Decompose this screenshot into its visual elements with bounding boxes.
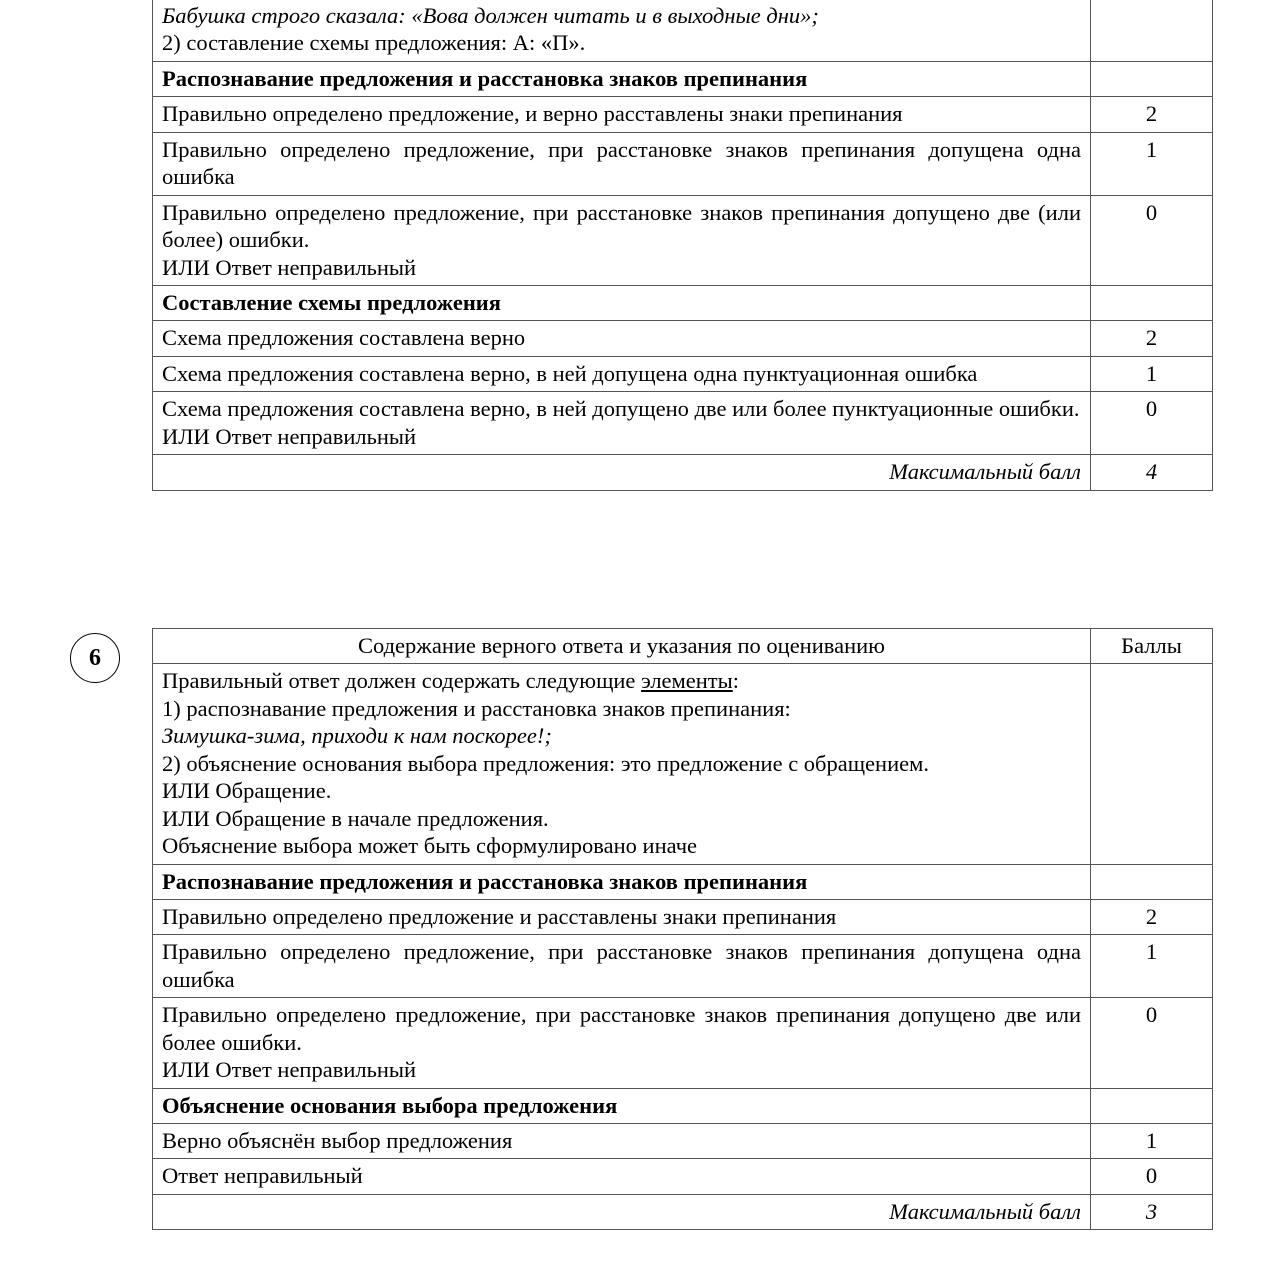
criteria-score [1091,1088,1213,1123]
criteria-description [153,195,1091,285]
text-line: Объяснение основания выбора предложения [162,1092,618,1118]
criteria-row [153,356,1213,391]
criteria-row [153,195,1213,285]
criteria-description [153,998,1091,1088]
criteria-score: 0 [1091,195,1213,285]
text-line: Правильно определено предложение, при расстановке знаков препинания допущено две (или более) ошибки. [162,199,1081,253]
criteria-score: 1 [1091,935,1213,998]
text-line: Схема предложения составлена верно, в ней допущена одна пунктуационная ошибка [162,360,978,386]
text-line: ИЛИ Обращение в начале предложения. [162,805,549,831]
criteria-description [153,1159,1091,1194]
criteria-row [153,1159,1213,1194]
criteria-description [153,0,1091,61]
criteria-row [153,664,1213,864]
criteria-score [1091,664,1213,864]
underlined-term: элементы [641,668,733,694]
criteria-row [153,132,1213,195]
header-content-column: Содержание верного ответа и указания по оцениванию [153,629,1091,664]
text-line: Верно объяснён выбор предложения [162,1128,513,1153]
text-line: ИЛИ Ответ неправильный [162,254,417,280]
criteria-description [153,97,1091,132]
text-line: Бабушка строго сказала: «Вова должен читать и в выходные дни»; [162,3,819,28]
criteria-score: 1 [1091,132,1213,195]
criteria-row [153,998,1213,1088]
max-score-value: 4 [1091,455,1213,490]
text-line: ИЛИ Обращение. [162,778,332,804]
criteria-table-question-6-head [153,629,1213,664]
section-heading-row [153,1088,1213,1123]
criteria-score: 2 [1091,321,1213,356]
criteria-table-question-6 [152,628,1213,1230]
section-heading-row [153,864,1213,899]
criteria-table-continued [152,0,1213,491]
text-line: Схема предложения составлена верно [162,325,526,351]
text-line: Правильно определено предложение, при расстановке знаков препинания допущена одна ошибка [162,939,1081,992]
text-line: ИЛИ Ответ неправильный [162,1057,417,1083]
criteria-row [153,392,1213,455]
text-line: Зимушка-зима, приходи к нам поскорее!; [162,723,552,749]
criteria-description [153,132,1091,195]
section-heading-text [153,1088,1091,1123]
section-heading-row [153,61,1213,96]
section-heading-text [153,61,1091,96]
question-number-badge: 6 [70,633,120,683]
text-line: Распознавание предложения и расстановка знаков препинания [162,65,808,91]
text-line: Правильно определено предложение, при расстановке знаков препинания допущено две или более ошибки. [162,1002,1081,1055]
criteria-row [153,899,1213,934]
criteria-score [1091,864,1213,899]
criteria-description [153,664,1091,864]
criteria-row [153,97,1213,132]
criteria-score: 0 [1091,392,1213,455]
text-line: Ответ неправильный [162,1163,363,1189]
max-score-label: Максимальный балл [153,455,1091,490]
criteria-row [153,321,1213,356]
criteria-score [1091,61,1213,96]
criteria-description [153,935,1091,998]
criteria-description [153,899,1091,934]
text-line: Схема предложения составлена верно, в ней допущено две или более пунктуационные ошибки. [162,396,1080,422]
criteria-score [1091,285,1213,320]
criteria-description [153,1124,1091,1159]
text-line: Правильно определено предложение и расставлены знаки препинания [162,903,837,929]
criteria-table-continued-body [153,0,1213,490]
text-line: 2) объяснение основания выбора предложения: это предложение с обращением. [162,750,929,776]
criteria-score: 1 [1091,1124,1213,1159]
header-score-column: Баллы [1091,629,1213,664]
text-line: Правильно определено предложение, при расстановке знаков препинания допущена одна ошибка [162,136,1081,190]
max-score-label: Максимальный балл [153,1194,1091,1229]
section-heading-text [153,864,1091,899]
text-line: 1) распознавание предложения и расстановка знаков препинания: [162,695,791,721]
criteria-score: 0 [1091,998,1213,1088]
criteria-score: 2 [1091,899,1213,934]
max-score-row [153,455,1213,490]
criteria-description [153,356,1091,391]
criteria-row [153,0,1213,61]
text-line: Распознавание предложения и расстановка знаков препинания [162,868,808,894]
text-line: Составление схемы предложения [162,289,501,315]
text-line: Правильный ответ должен содержать следующие элементы: [162,668,740,694]
text-line: Правильно определено предложение, и верно расставлены знаки препинания [162,101,903,127]
max-score-row [153,1194,1213,1229]
section-heading-row [153,285,1213,320]
table-header-row [153,629,1213,664]
criteria-score: 0 [1091,1159,1213,1194]
criteria-score [1091,0,1213,61]
text-line: ИЛИ Ответ неправильный [162,423,417,449]
text-line: Объяснение выбора может быть сформулировано иначе [162,833,698,859]
criteria-row [153,1124,1213,1159]
text-line: 2) составление схемы предложения: А: «П». [162,30,586,56]
criteria-table-question-6-body [153,664,1213,1230]
criteria-score: 1 [1091,356,1213,391]
criteria-score: 2 [1091,97,1213,132]
section-heading-text [153,285,1091,320]
criteria-description [153,321,1091,356]
max-score-value: 3 [1091,1194,1213,1229]
criteria-row [153,935,1213,998]
criteria-description [153,392,1091,455]
